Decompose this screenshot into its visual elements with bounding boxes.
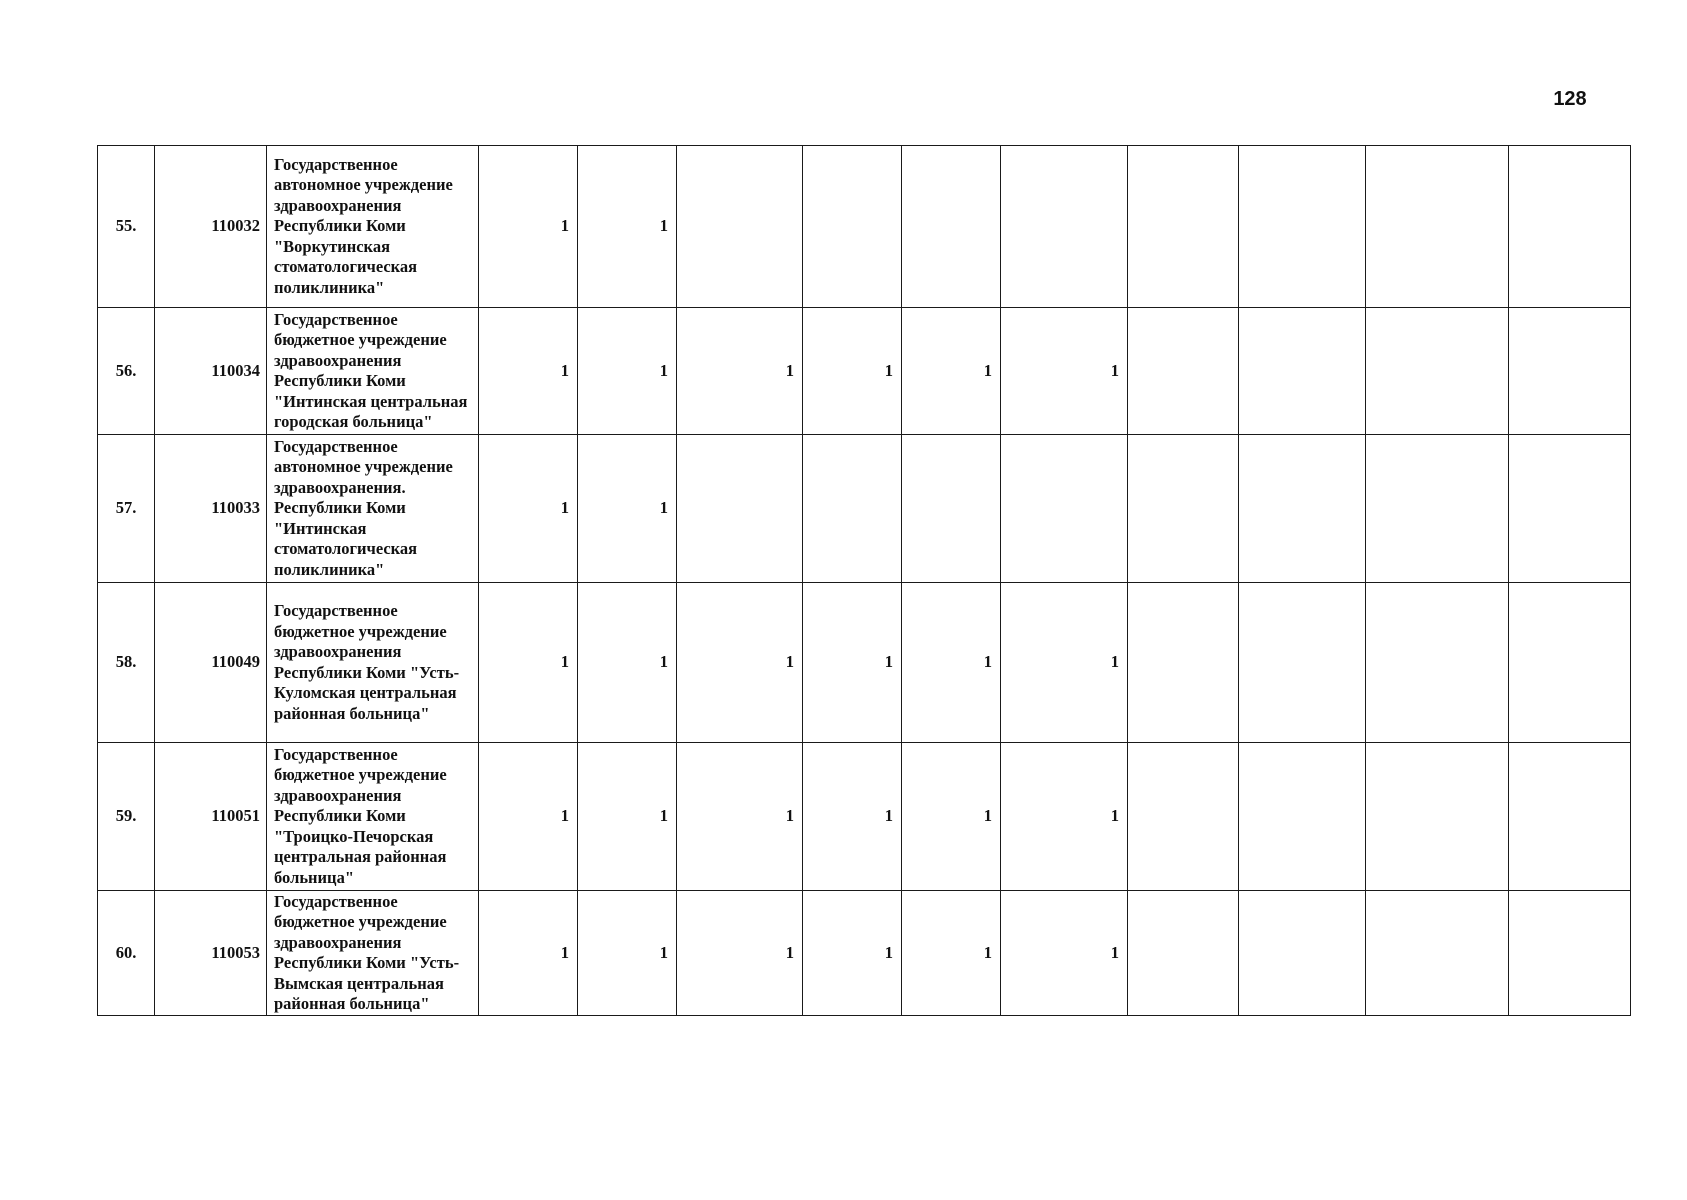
value-cell: 1 [803, 308, 902, 435]
value-cell [677, 146, 803, 308]
institution-name-cell [267, 743, 479, 891]
value-cell: 1 [479, 435, 578, 583]
institution-name-cell [267, 308, 479, 435]
value-cell [803, 146, 902, 308]
row-number: 59. [98, 743, 155, 891]
value-cell [677, 435, 803, 583]
table-row [98, 308, 1631, 435]
value-cell: 1 [578, 891, 677, 1016]
value-cell [1001, 435, 1128, 583]
page-number: 128 [1553, 88, 1587, 110]
institution-name: Государственное автономное учреждение здравоохранения Республики Коми "Воркутинская стоматологическая поликлиника" [274, 154, 453, 297]
value-cell: 1 [677, 891, 803, 1016]
value-cell [1128, 583, 1239, 743]
row-number: 55. [98, 146, 155, 308]
value-cell: 1 [677, 743, 803, 891]
institution-code: 110053 [155, 891, 267, 1016]
value-cell: 1 [1001, 891, 1128, 1016]
value-cell [1366, 583, 1509, 743]
institution-code: 110033 [155, 435, 267, 583]
value-cell [1366, 891, 1509, 1016]
institution-name-cell [267, 146, 479, 308]
value-cell: 1 [1001, 583, 1128, 743]
value-cell: 1 [578, 308, 677, 435]
value-cell: 1 [479, 891, 578, 1016]
value-cell [1128, 743, 1239, 891]
value-cell [1239, 435, 1366, 583]
table-body [98, 146, 1631, 1016]
value-cell [1366, 435, 1509, 583]
row-number: 58. [98, 583, 155, 743]
institutions-table [97, 145, 1631, 1016]
value-cell: 1 [803, 583, 902, 743]
value-cell: 1 [1001, 308, 1128, 435]
value-cell: 1 [578, 146, 677, 308]
value-cell [1128, 435, 1239, 583]
value-cell: 1 [803, 891, 902, 1016]
table-row [98, 891, 1631, 1016]
value-cell [1366, 743, 1509, 891]
value-cell [902, 435, 1001, 583]
value-cell: 1 [578, 743, 677, 891]
value-cell [1128, 146, 1239, 308]
value-cell [1239, 583, 1366, 743]
table-row [98, 146, 1631, 308]
institution-name: Государственное автономное учреждение здравоохранения. Республики Коми "Интинская стоматологическая поликлиника" [274, 436, 453, 579]
value-cell: 1 [578, 435, 677, 583]
institution-code: 110049 [155, 583, 267, 743]
value-cell: 1 [578, 583, 677, 743]
value-cell: 1 [479, 146, 578, 308]
table-row [98, 743, 1631, 891]
institution-code: 110034 [155, 308, 267, 435]
institution-name-cell [267, 435, 479, 583]
value-cell: 1 [803, 743, 902, 891]
value-cell [1128, 308, 1239, 435]
value-cell [1239, 743, 1366, 891]
value-cell [1509, 583, 1631, 743]
table-row [98, 583, 1631, 743]
value-cell: 1 [902, 743, 1001, 891]
value-cell [1128, 891, 1239, 1016]
value-cell [1366, 308, 1509, 435]
row-number: 60. [98, 891, 155, 1016]
value-cell: 1 [479, 743, 578, 891]
value-cell: 1 [677, 308, 803, 435]
institution-name: Государственное бюджетное учреждение здравоохранения Республики Коми "Троицко-Печорская центральная районная больница" [274, 744, 447, 887]
value-cell [1509, 435, 1631, 583]
value-cell: 1 [902, 308, 1001, 435]
value-cell: 1 [1001, 743, 1128, 891]
value-cell [1509, 743, 1631, 891]
value-cell: 1 [479, 308, 578, 435]
institution-name: Государственное бюджетное учреждение здравоохранения Республики Коми "Интинская центральная городская больница" [274, 309, 468, 431]
institution-code: 110032 [155, 146, 267, 308]
value-cell: 1 [902, 891, 1001, 1016]
value-cell [1366, 146, 1509, 308]
value-cell [1509, 308, 1631, 435]
value-cell: 1 [479, 583, 578, 743]
institution-name-cell [267, 583, 479, 743]
row-number: 57. [98, 435, 155, 583]
value-cell [1001, 146, 1128, 308]
value-cell: 1 [677, 583, 803, 743]
institution-name: Государственное бюджетное учреждение здравоохранения Республики Коми "Усть- Вымская центральная районная больница" [274, 891, 460, 1013]
value-cell [1239, 308, 1366, 435]
value-cell [803, 435, 902, 583]
institution-name-cell [267, 891, 479, 1016]
value-cell [1509, 891, 1631, 1016]
value-cell [1509, 146, 1631, 308]
value-cell [1239, 891, 1366, 1016]
row-number: 56. [98, 308, 155, 435]
institution-name: Государственное бюджетное учреждение здравоохранения Республики Коми "Усть- Куломская центральная районная больница" [274, 601, 460, 723]
value-cell [902, 146, 1001, 308]
value-cell: 1 [902, 583, 1001, 743]
value-cell [1239, 146, 1366, 308]
table-row [98, 435, 1631, 583]
institution-code: 110051 [155, 743, 267, 891]
